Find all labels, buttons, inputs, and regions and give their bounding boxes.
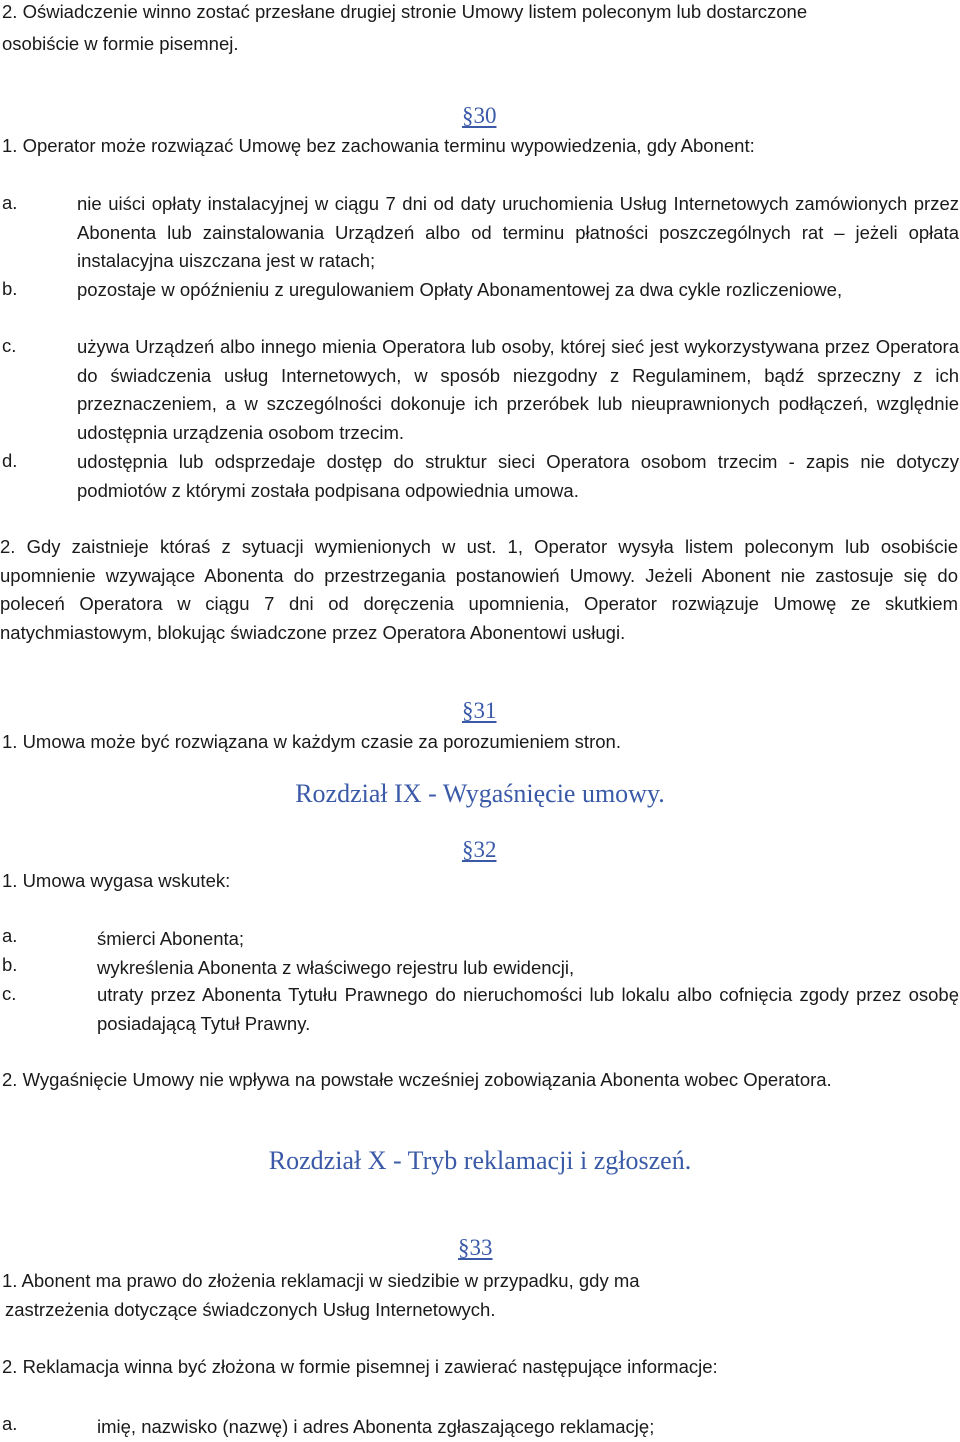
paragraph: 2. Gdy zaistnieje któraś z sytuacji wymienionych w ust. 1, Operator wysyła listem poleconym lub osobiście upomnienie wzywające Abonenta do przestrzegania postanowień Umowy. Jeżeli Abonent nie zastosuje się do poleceń Operatora w ciągu 7 dni od doręczenia upomnienia, Operator rozwiązuje Umowę ze skutkiem natychmiastowym, blokując świadczone przez Operatora Abonentowi usługi. (0, 536, 958, 643)
list-label: c. (2, 335, 17, 356)
section-heading-32: §32 (462, 837, 497, 862)
list-text: udostępnia lub odsprzedaje dostęp do struktur sieci Operatora osobom trzecim - zapis nie dotyczy podmiotów z którymi została podpisana odpowiednia umowa. (77, 451, 959, 501)
list-label: d. (2, 450, 18, 471)
paragraph-line: 1. Abonent ma prawo do złożenia reklamacji w siedzibie w przypadku, gdy ma (2, 1270, 640, 1291)
list-text: utraty przez Abonenta Tytułu Prawnego do nieruchomości lub lokalu albo cofnięcia zgody przez osobę posiadającą Tytuł Prawny. (97, 984, 959, 1034)
paragraph: 2. Reklamacja winna być złożona w formie pisemnej i zawierać następujące informacje: (2, 1356, 718, 1377)
paragraph: 1. Umowa wygasa wskutek: (2, 870, 231, 891)
paragraph: 2. Wygaśnięcie Umowy nie wpływa na powstałe wcześniej zobowiązania Abonenta wobec Operatora. (2, 1069, 832, 1090)
list-label: b. (2, 954, 18, 975)
list-text: wykreślenia Abonenta z właściwego rejestru lub ewidencji, (97, 957, 575, 978)
list-text: pozostaje w opóźnieniu z uregulowaniem Opłaty Abonamentowej za dwa cykle rozliczeniowe, (77, 279, 843, 300)
list-label: c. (2, 983, 17, 1004)
paragraph-line: zastrzeżenia dotyczące świadczonych Usług Internetowych. (5, 1299, 496, 1320)
paragraph-line: 2. Oświadczenie winno zostać przesłane drugiej stronie Umowy listem poleconym lub dostarczone (2, 1, 808, 22)
list-label: b. (2, 278, 18, 299)
chapter-heading: Rozdział IX - Wygaśnięcie umowy. (295, 779, 665, 808)
paragraph: 1. Operator może rozwiązać Umowę bez zachowania terminu wypowiedzenia, gdy Abonent: (2, 135, 755, 156)
section-heading-31: §31 (462, 698, 497, 723)
list-text: nie uiści opłaty instalacyjnej w ciągu 7 dni od daty uruchomienia Usług Internetowych zamówionych przez Abonenta lub zainstalowania Urządzeń albo od terminu płatności poszczególnych rat – jeżeli opłata instalacyjna uiszczana jest w ratach; (77, 193, 959, 271)
list-text: używa Urządzeń albo innego mienia Operatora lub osoby, której sieć jest wykorzystywana przez Operatora do świadczenia usług Internetowych, w sposób niezgodny z Regulaminem, bądź sprzeczny z ich przeznaczeniem, a w szczególności dokonuje ich przeróbek lub nieuprawnionych podłączeń, względnie udostępnia urządzenia osobom trzecim. (77, 336, 959, 443)
list-text: imię, nazwisko (nazwę) i adres Abonenta zgłaszającego reklamację; (97, 1416, 655, 1437)
chapter-heading: Rozdział X - Tryb reklamacji i zgłoszeń. (268, 1146, 692, 1175)
section-heading-30: §30 (462, 103, 497, 128)
list-label: a. (2, 192, 18, 213)
list-label: a. (2, 925, 18, 946)
list-text: śmierci Abonenta; (97, 928, 245, 949)
list-label: a. (2, 1413, 18, 1434)
paragraph-line: osobiście w formie pisemnej. (2, 33, 239, 54)
section-heading-33: §33 (458, 1235, 493, 1260)
paragraph: 1. Umowa może być rozwiązana w każdym czasie za porozumieniem stron. (2, 731, 621, 752)
